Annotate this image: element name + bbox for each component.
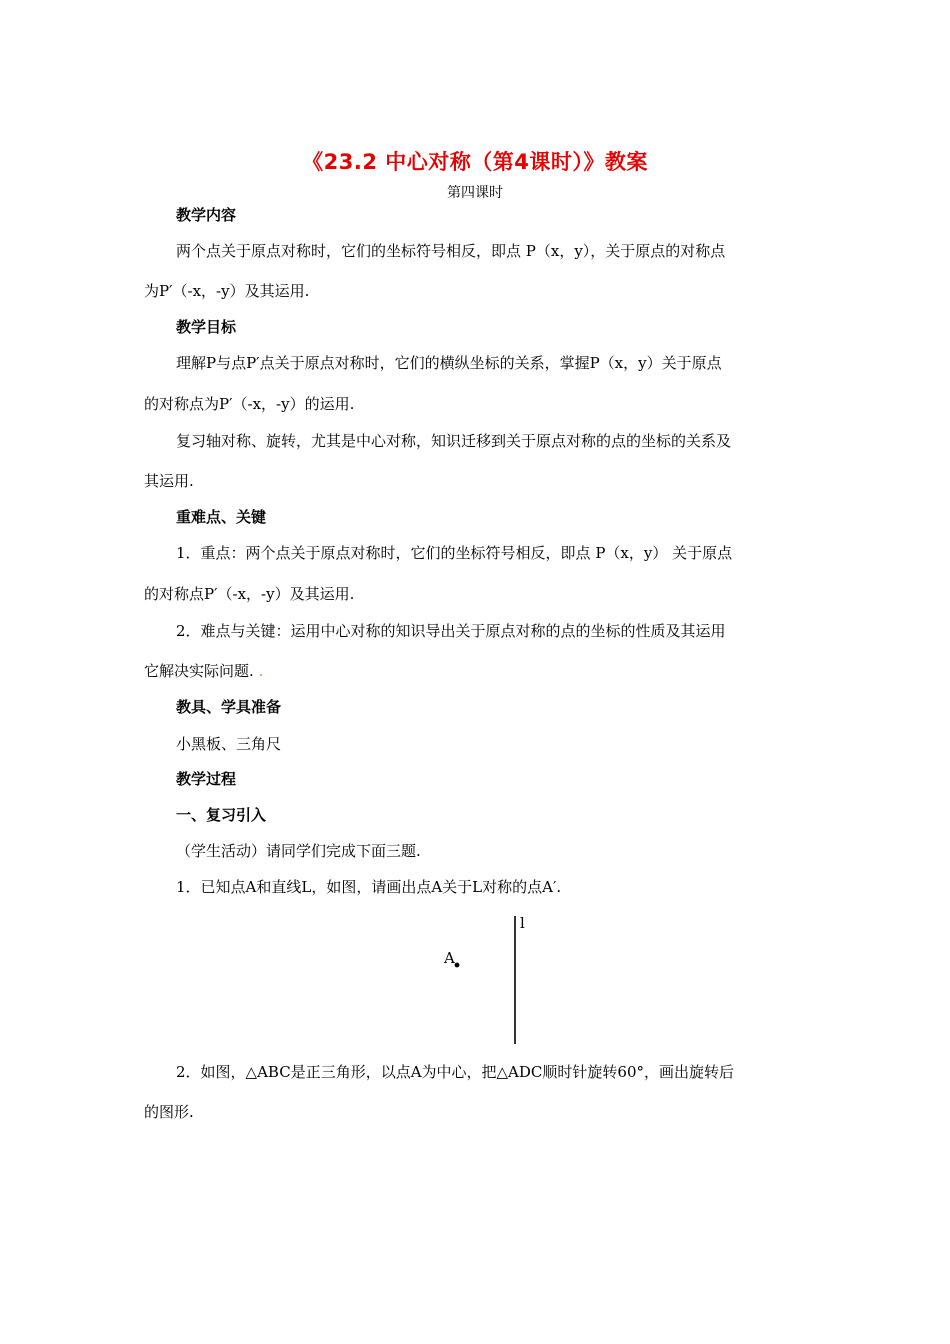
goals-line-1: 理解P与点P′点关于原点对称时，它们的横纵坐标的关系，掌握P（x，y）关于原点 (176, 354, 722, 372)
line-l-label: l (520, 914, 525, 932)
goals-line-4: 其运用. (144, 472, 194, 490)
document-subtitle: 第四课时 (447, 185, 503, 201)
review-line-1: （学生活动）请同学们完成下面三题. (176, 842, 421, 860)
heading-process: 教学过程 (176, 770, 237, 788)
heading-key-points: 重难点、关键 (176, 508, 267, 526)
key-line-4 (144, 660, 814, 681)
key-line-2: 的对称点P′（-x，-y）及其运用. (144, 585, 355, 603)
point-a-label: A (444, 949, 455, 967)
key-line-4-text: 它解决实际问题. (144, 662, 254, 680)
document-title: 《23.2 中心对称（第4课时）》教案 (302, 150, 648, 174)
key-line-1: 1．重点：两个点关于原点对称时，它们的坐标符号相反，即点 P（x，y） 关于原点 (176, 544, 733, 562)
question-1: 1．已知点A和直线L，如图，请画出点A关于L对称的点A′. (176, 878, 562, 896)
goals-line-2: 的对称点为P′（-x，-y）的运用. (144, 395, 355, 413)
question-2-line-2: 的图形. (144, 1103, 194, 1121)
question-2-line-1: 2．如图，△ABC是正三角形，以点A为中心，把△ADC顺时针旋转60°，画出旋转后 (176, 1063, 734, 1081)
content-line-1: 两个点关于原点对称时，它们的坐标符号相反，即点 P（x，y），关于原点的对称点 (176, 242, 726, 260)
heading-goals: 教学目标 (176, 318, 237, 336)
stray-mark: . (258, 662, 264, 680)
key-line-3: 2．难点与关键：运用中心对称的知识导出关于原点对称的点的坐标的性质及其运用 (176, 622, 726, 640)
heading-review: 一、复习引入 (176, 806, 267, 824)
point-a (455, 963, 460, 968)
goals-line-3: 复习轴对称、旋转，尤其是中心对称，知识迁移到关于原点对称的点的坐标的关系及 (176, 432, 732, 450)
heading-content: 教学内容 (176, 206, 237, 224)
heading-tools: 教具、学具准备 (176, 698, 282, 716)
tools-line-1: 小黑板、三角尺 (176, 735, 282, 753)
reflection-figure (420, 910, 580, 1050)
content-line-2: 为P′（-x，-y）及其运用. (144, 282, 310, 300)
